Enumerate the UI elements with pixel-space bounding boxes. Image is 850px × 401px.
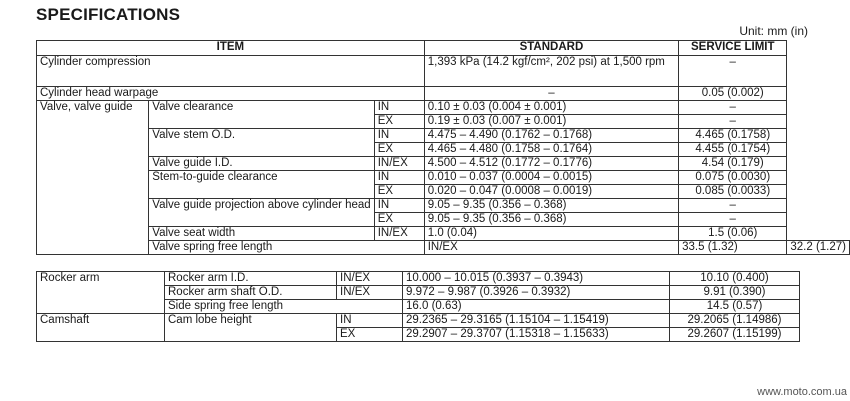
item-cell: Stem-to-guide clearance [149,171,374,199]
limit-cell: 29.2607 (1.15199) [670,328,800,342]
item-cell: Rocker arm shaft O.D. [165,286,337,300]
limit-cell: 1.5 (0.06) [679,227,787,241]
table-row [37,314,800,328]
standard-cell: – [424,87,678,101]
table-row [37,157,850,171]
standard-cell: 0.10 ± 0.03 (0.004 ± 0.001) [424,101,678,115]
item-cell: Valve guide I.D. [149,157,374,171]
limit-cell: – [679,213,787,227]
standard-cell: 4.465 – 4.480 (0.1758 – 0.1764) [424,143,678,157]
standard-cell: 33.5 (1.32) [679,241,787,255]
limit-cell: – [679,56,787,87]
table-row [37,199,850,213]
limit-cell: 4.455 (0.1754) [679,143,787,157]
sub-cell: IN/EX [424,241,678,255]
item-cell: Valve clearance [149,101,374,129]
table-row [37,87,850,101]
sub-cell: IN/EX [337,272,403,286]
table-row [37,56,850,87]
sub-cell: EX [337,328,403,342]
standard-cell: 9.05 – 9.35 (0.356 – 0.368) [424,199,678,213]
sub-cell: IN [374,101,424,115]
limit-cell: 10.10 (0.400) [670,272,800,286]
table-row [37,272,800,286]
item-cell: Valve guide projection above cylinder head [149,199,374,227]
table-row [37,227,850,241]
sub-cell: EX [374,143,424,157]
standard-cell: 1.0 (0.04) [424,227,678,241]
sub-cell: IN/EX [374,157,424,171]
item-cell: Valve spring free length [149,241,424,255]
sub-cell: IN [374,199,424,213]
watermark: www.moto.com.ua [757,386,847,398]
item-cell: Cylinder compression [37,56,425,87]
table-header-row [37,41,850,56]
header-item: ITEM [37,41,425,56]
limit-cell: 0.085 (0.0033) [679,185,787,199]
header-service-limit: SERVICE LIMIT [679,41,787,56]
table-row [37,171,850,185]
limit-cell: 29.2065 (1.14986) [670,314,800,328]
item-cell: Valve seat width [149,227,374,241]
standard-cell: 4.500 – 4.512 (0.1772 – 0.1776) [424,157,678,171]
item-cell: Rocker arm I.D. [165,272,337,286]
table-row [37,129,850,143]
group-cell-camshaft: Camshaft [37,314,165,342]
standard-cell: 1,393 kPa (14.2 kgf/cm², 202 psi) at 1,500 rpm [424,56,678,87]
standard-cell: 16.0 (0.63) [403,300,670,314]
limit-cell: 0.05 (0.002) [679,87,787,101]
unit-label: Unit: mm (in) [739,24,808,38]
specifications-table-rocker-camshaft [36,271,800,342]
header-standard: STANDARD [424,41,678,56]
sub-cell: EX [374,115,424,129]
sub-cell: IN/EX [374,227,424,241]
sub-cell: IN [374,171,424,185]
standard-cell: 0.19 ± 0.03 (0.007 ± 0.001) [424,115,678,129]
table-row [37,101,850,115]
standard-cell: 0.020 – 0.047 (0.0008 – 0.0019) [424,185,678,199]
item-cell: Cylinder head warpage [37,87,425,101]
standard-cell: 9.05 – 9.35 (0.356 – 0.368) [424,213,678,227]
item-cell: Side spring free length [165,300,403,314]
limit-cell: – [679,101,787,115]
limit-cell: – [679,115,787,129]
table-row [37,241,850,255]
limit-cell: 9.91 (0.390) [670,286,800,300]
limit-cell: 14.5 (0.57) [670,300,800,314]
sub-cell: IN [374,129,424,143]
standard-cell: 29.2365 – 29.3165 (1.15104 – 1.15419) [403,314,670,328]
standard-cell: 4.475 – 4.490 (0.1762 – 0.1768) [424,129,678,143]
sub-cell: IN [337,314,403,328]
limit-cell: – [679,199,787,213]
limit-cell: 4.465 (0.1758) [679,129,787,143]
limit-cell: 4.54 (0.179) [679,157,787,171]
sub-cell: EX [374,185,424,199]
limit-cell: 32.2 (1.27) [787,241,850,255]
standard-cell: 29.2907 – 29.3707 (1.15318 – 1.15633) [403,328,670,342]
sub-cell: EX [374,213,424,227]
page-title: SPECIFICATIONS [36,5,181,24]
standard-cell: 9.972 – 9.987 (0.3926 – 0.3932) [403,286,670,300]
item-cell: Cam lobe height [165,314,337,342]
specifications-table [36,40,850,255]
standard-cell: 10.000 – 10.015 (0.3937 – 0.3943) [403,272,670,286]
standard-cell: 0.010 – 0.037 (0.0004 – 0.0015) [424,171,678,185]
group-cell-rocker: Rocker arm [37,272,165,314]
group-cell-valve: Valve, valve guide [37,101,149,255]
limit-cell: 0.075 (0.0030) [679,171,787,185]
item-cell: Valve stem O.D. [149,129,374,157]
sub-cell: IN/EX [337,286,403,300]
